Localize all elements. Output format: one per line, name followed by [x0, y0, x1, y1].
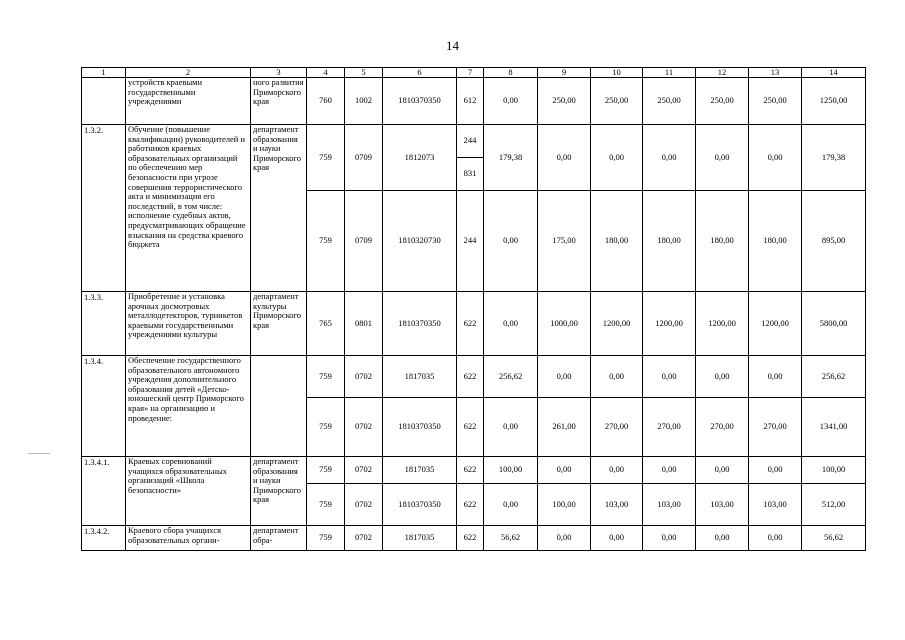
cell: 5800,00 — [802, 292, 866, 356]
header-cell: 13 — [749, 68, 802, 78]
cell: 759 — [307, 457, 345, 484]
executor: департамент обра- — [251, 526, 307, 551]
cell: 261,00 — [538, 398, 591, 457]
cell: 100,00 — [484, 457, 538, 484]
cell: 622 — [457, 457, 484, 484]
executor: ного развития Приморского края — [251, 78, 307, 125]
cell: 0,00 — [591, 356, 643, 398]
cell: 759 — [307, 125, 345, 191]
cell: 1200,00 — [696, 292, 749, 356]
measure-name: устройств краевыми государственными учреждениями — [126, 78, 251, 125]
cell: 622 — [457, 526, 484, 551]
header-cell: 2 — [126, 68, 251, 78]
cell: 250,00 — [643, 78, 696, 125]
cell: 0702 — [345, 356, 383, 398]
cell: 0,00 — [591, 125, 643, 191]
cell: 0,00 — [484, 398, 538, 457]
cell: 1810370350 — [383, 398, 457, 457]
cell: 0,00 — [484, 484, 538, 526]
cell: 244 — [457, 125, 484, 158]
header-cell: 5 — [345, 68, 383, 78]
cell: 622 — [457, 484, 484, 526]
cell: 759 — [307, 398, 345, 457]
measure-name: Обеспечение государственного образовательного автономного учреждения дополнительного образования детей «Детско-юношеский центр Приморского края» на организацию и проведение: — [126, 356, 251, 457]
cell: 270,00 — [696, 398, 749, 457]
budget-table — [81, 67, 866, 551]
header-cell: 3 — [251, 68, 307, 78]
cell: 179,38 — [802, 125, 866, 191]
cell: 100,00 — [802, 457, 866, 484]
cell: 1200,00 — [591, 292, 643, 356]
cell: 1817035 — [383, 457, 457, 484]
cell: 0,00 — [749, 356, 802, 398]
header-cell: 1 — [82, 68, 126, 78]
cell: 0801 — [345, 292, 383, 356]
cell: 256,62 — [484, 356, 538, 398]
cell: 180,00 — [696, 191, 749, 292]
cell: 1341,00 — [802, 398, 866, 457]
cell: 0,00 — [643, 457, 696, 484]
cell: 0,00 — [643, 356, 696, 398]
executor: департамент культуры Приморского края — [251, 292, 307, 356]
table-row — [82, 526, 866, 551]
measure-name: Обучение (повышение квалификации) руководителей и работников краевых образовательных организаций по обеспечению мер безопасности при угрозе совершения террористического акта и минимизация его последствий, в том числе: исполнение судебных актов, предусматривающих обращение взыскания на средства краевого бюджета — [126, 125, 251, 292]
cell: 895,00 — [802, 191, 866, 292]
row-number — [82, 78, 126, 125]
header-cell: 9 — [538, 68, 591, 78]
cell: 103,00 — [591, 484, 643, 526]
table-row — [82, 78, 866, 125]
cell: 0,00 — [696, 526, 749, 551]
cell: 1250,00 — [802, 78, 866, 125]
cell: 103,00 — [749, 484, 802, 526]
cell: 100,00 — [538, 484, 591, 526]
cell: 760 — [307, 78, 345, 125]
cell: 270,00 — [749, 398, 802, 457]
cell: 256,62 — [802, 356, 866, 398]
measure-name: Краевого сбора учащихся образовательных органи- — [126, 526, 251, 551]
cell: 0,00 — [538, 356, 591, 398]
cell: 180,00 — [749, 191, 802, 292]
cell: 1817035 — [383, 356, 457, 398]
row-number: 1.3.4.2. — [82, 526, 126, 551]
cell: 0,00 — [591, 457, 643, 484]
cell: 0702 — [345, 526, 383, 551]
measure-name: Приобретение и установка арочных досмотровых металлодетекторов, турникетов краевыми государственными учреждениями культуры — [126, 292, 251, 356]
cell: 0,00 — [696, 125, 749, 191]
header-cell: 6 — [383, 68, 457, 78]
header-cell: 11 — [643, 68, 696, 78]
cell: 622 — [457, 398, 484, 457]
cell: 270,00 — [591, 398, 643, 457]
cell: 0,00 — [538, 526, 591, 551]
cell: 250,00 — [696, 78, 749, 125]
cell: 512,00 — [802, 484, 866, 526]
cell: 1000,00 — [538, 292, 591, 356]
cell: 759 — [307, 526, 345, 551]
cell: 0709 — [345, 191, 383, 292]
cell: 622 — [457, 356, 484, 398]
header-cell: 12 — [696, 68, 749, 78]
row-number: 1.3.4.1. — [82, 457, 126, 526]
row-number: 1.3.2. — [82, 125, 126, 292]
cell: 759 — [307, 191, 345, 292]
cell: 0702 — [345, 484, 383, 526]
cell: 0,00 — [591, 526, 643, 551]
cell: 0,00 — [749, 125, 802, 191]
table-row — [82, 292, 866, 356]
cell: 0702 — [345, 457, 383, 484]
header-cell: 10 — [591, 68, 643, 78]
cell: 759 — [307, 484, 345, 526]
cell: 175,00 — [538, 191, 591, 292]
cell: 103,00 — [696, 484, 749, 526]
executor — [251, 356, 307, 457]
row-number: 1.3.4. — [82, 356, 126, 457]
cell: 1200,00 — [749, 292, 802, 356]
cell: 250,00 — [591, 78, 643, 125]
page-number: 14 — [446, 38, 459, 53]
cell: 1812073 — [383, 125, 457, 191]
header-cell: 4 — [307, 68, 345, 78]
cell: 622 — [457, 292, 484, 356]
cell: 250,00 — [749, 78, 802, 125]
executor: департамент образования и науки Приморского края — [251, 125, 307, 292]
cell: 103,00 — [643, 484, 696, 526]
cell: 0,00 — [696, 457, 749, 484]
cell: 0,00 — [484, 78, 538, 125]
cell: 0,00 — [484, 191, 538, 292]
cell: 0,00 — [484, 292, 538, 356]
cell: 1200,00 — [643, 292, 696, 356]
margin-mark — [28, 453, 50, 454]
cell: 270,00 — [643, 398, 696, 457]
cell: 56,62 — [484, 526, 538, 551]
cell: 0,00 — [643, 125, 696, 191]
header-cell: 8 — [484, 68, 538, 78]
cell: 250,00 — [538, 78, 591, 125]
cell: 1810320730 — [383, 191, 457, 292]
table-row — [82, 356, 866, 398]
cell: 180,00 — [643, 191, 696, 292]
cell: 1810370350 — [383, 292, 457, 356]
table-row — [82, 125, 866, 158]
cell: 56,62 — [802, 526, 866, 551]
cell: 244 — [457, 191, 484, 292]
cell: 0709 — [345, 125, 383, 191]
cell: 1817035 — [383, 526, 457, 551]
row-number: 1.3.3. — [82, 292, 126, 356]
cell: 1002 — [345, 78, 383, 125]
cell: 0,00 — [749, 526, 802, 551]
executor: департамент образования и науки Приморского края — [251, 457, 307, 526]
table-row — [82, 457, 866, 484]
cell: 1810370350 — [383, 78, 457, 125]
cell: 0,00 — [749, 457, 802, 484]
cell: 0,00 — [696, 356, 749, 398]
header-row — [82, 68, 866, 78]
cell: 0,00 — [643, 526, 696, 551]
cell: 0702 — [345, 398, 383, 457]
cell: 179,38 — [484, 125, 538, 191]
cell: 1810370350 — [383, 484, 457, 526]
cell: 180,00 — [591, 191, 643, 292]
header-cell: 14 — [802, 68, 866, 78]
measure-name: Краевых соревнований учащихся образовательных организаций «Школа безопасности» — [126, 457, 251, 526]
header-cell: 7 — [457, 68, 484, 78]
cell: 612 — [457, 78, 484, 125]
cell: 765 — [307, 292, 345, 356]
cell: 831 — [457, 158, 484, 191]
cell: 759 — [307, 356, 345, 398]
cell: 0,00 — [538, 125, 591, 191]
cell: 0,00 — [538, 457, 591, 484]
